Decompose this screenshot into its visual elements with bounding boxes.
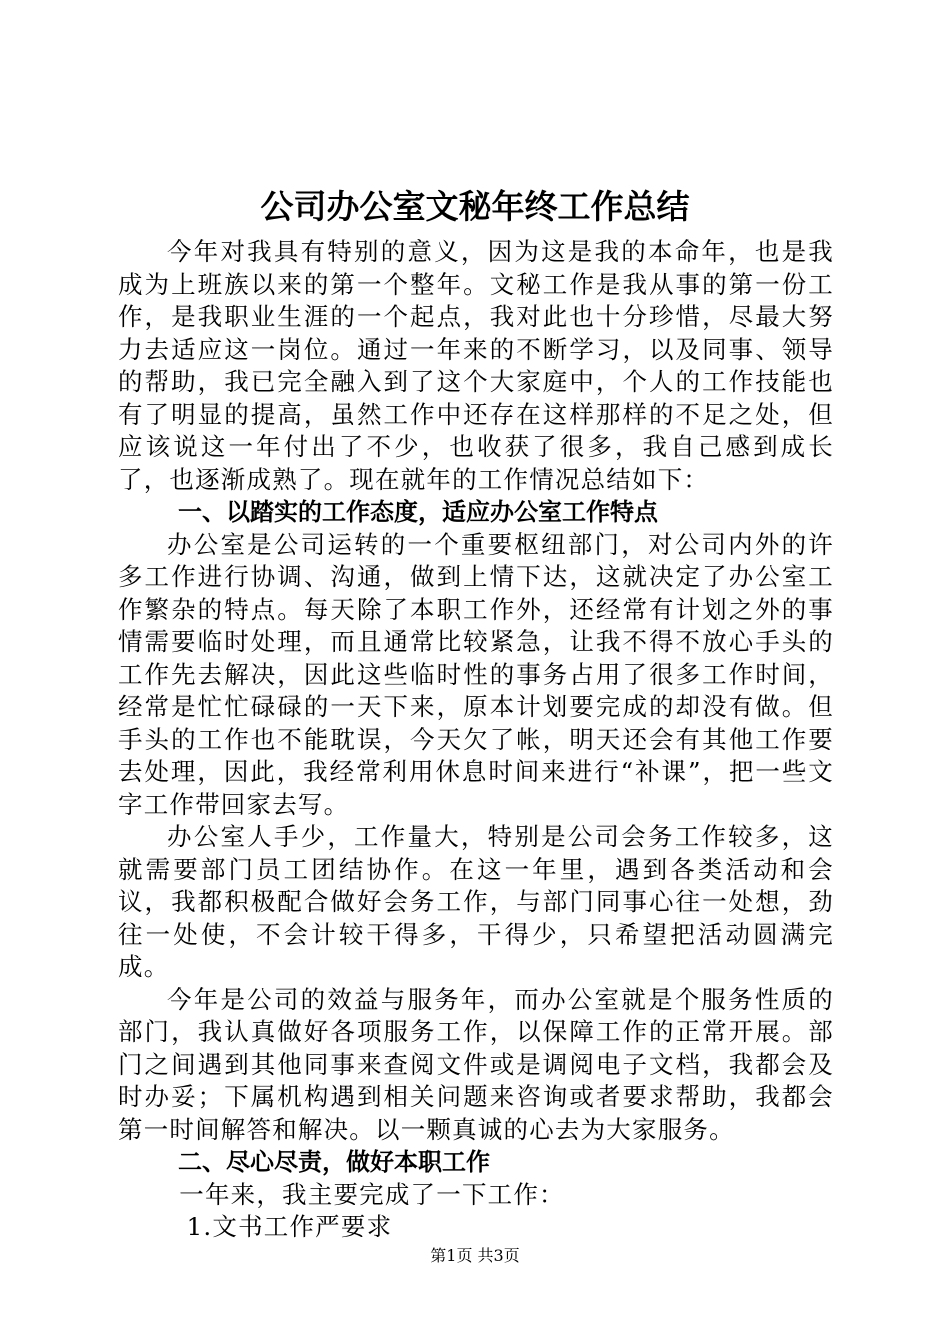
intro-paragraph: 今年对我具有特别的意义，因为这是我的本命年，也是我成为上班族以来的第一个整年。文秘工作是我从事的第一份工作，是我职业生涯的一个起点，我对此也十分珍惜，尽最大努力去适应这一岗位。通过一年来的不断学习，以及同事、领导的帮助，我已完全融入到了这个大家庭中，个人的工作技能也有了明显的提高，虽然工作中还存在这样那样的不足之处，但应该说这一年付出了不少，也收获了很多，我自己感到成长了，也逐渐成熟了。现在就年的工作情况总结如下：	[118, 237, 834, 494]
list-item: 1.文书工作严要求	[186, 1212, 393, 1241]
body-line: 一年来，我主要完成了一下工作：	[179, 1179, 565, 1209]
body-paragraph: 今年是公司的效益与服务年，而办公室就是个服务性质的部门，我认真做好各项服务工作，以保障工作的正常开展。部门之间遇到其他同事来查阅文件或是调阅电子文档，我都会及时办妥；下属机构遇到相关问题来咨询或者要求帮助，我都会第一时间解答和解决。以一颗真诚的心去为大家服务。	[118, 984, 834, 1144]
document-body	[118, 236, 834, 1244]
page-footer: 第1页 共3页	[430, 1246, 520, 1265]
section-heading-1: 一、以踏实的工作态度，适应办公室工作特点	[178, 498, 658, 526]
section-heading-2: 二、尽心尽责，做好本职工作	[178, 1148, 490, 1176]
document-title: 公司办公室文秘年终工作总结	[260, 187, 690, 226]
body-paragraph: 办公室是公司运转的一个重要枢纽部门，对公司内外的许多工作进行协调、沟通，做到上情下达，这就决定了办公室工作繁杂的特点。每天除了本职工作外，还经常有计划之外的事情需要临时处理，而且通常比较紧急，让我不得不放心手头的工作先去解决，因此这些临时性的事务占用了很多工作时间，经常是忙忙碌碌的一天下来，原本计划要完成的却没有做。但手头的工作也不能耽误，今天欠了帐，明天还会有其他工作要去处理，因此，我经常利用休息时间来进行“补课”，把一些文字工作带回家去写。	[118, 529, 834, 819]
body-paragraph: 办公室人手少，工作量大，特别是公司会务工作较多，这就需要部门员工团结协作。在这一年里，遇到各类活动和会议，我都积极配合做好会务工作，与部门同事心往一处想，劲往一处使，不会计较干得多，干得少，只希望把活动圆满完成。	[118, 822, 834, 981]
